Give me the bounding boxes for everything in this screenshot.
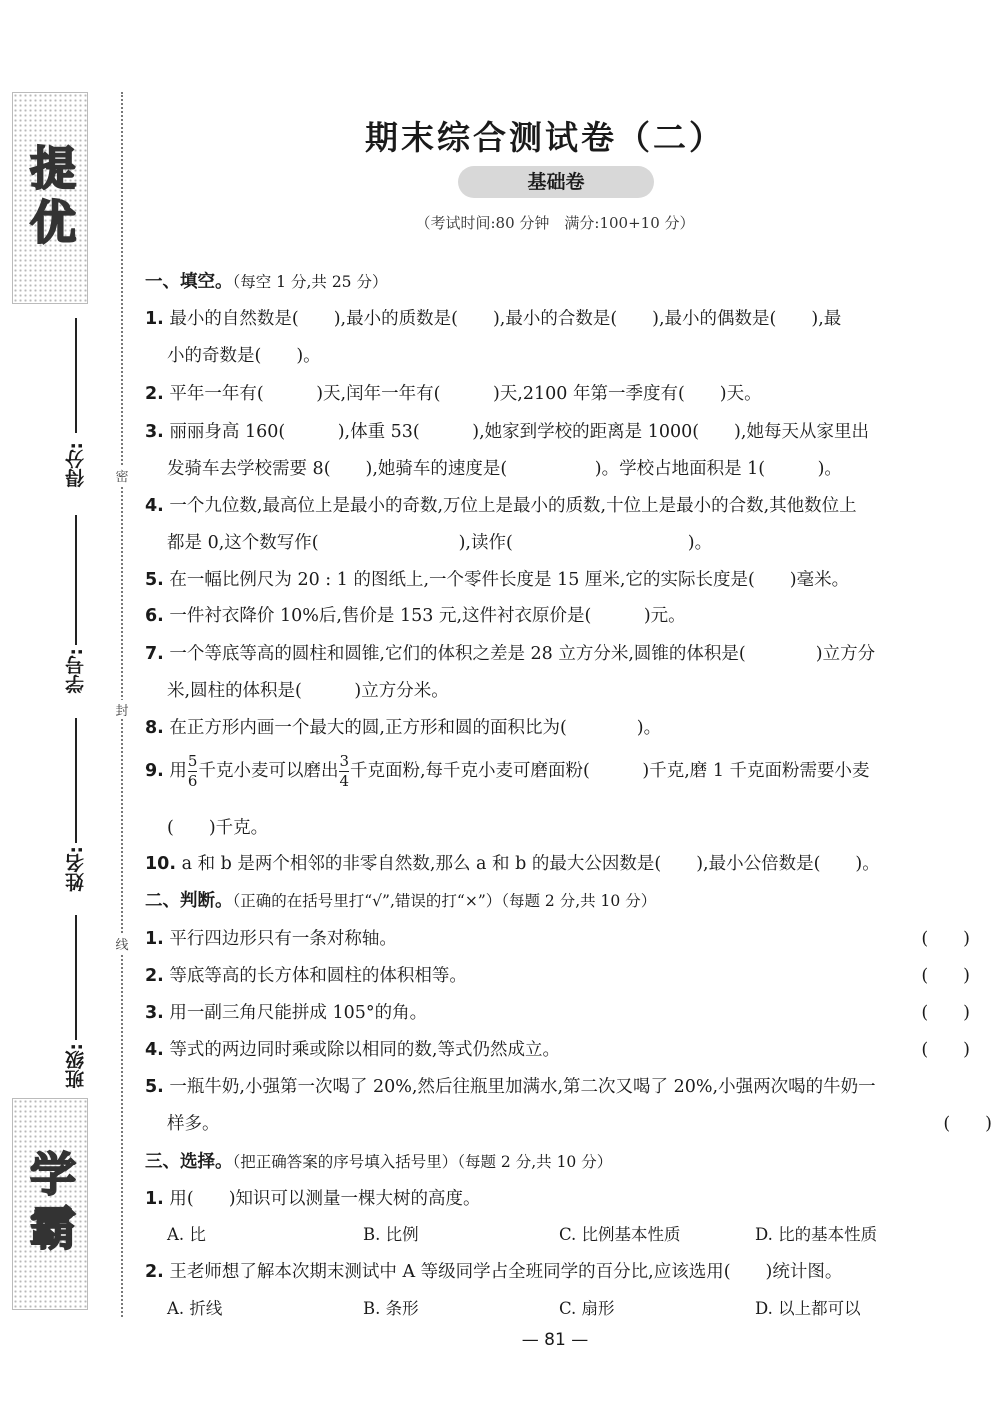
binding-margin bbox=[0, 0, 130, 1403]
choice-1-option-a: A. 比 bbox=[167, 1225, 206, 1244]
page-title: 期末综合测试卷（二） bbox=[365, 118, 725, 157]
score-line bbox=[75, 318, 77, 433]
score-field-label: 得分: bbox=[65, 442, 87, 488]
choice-1-option-c: C. 比例基本性质 bbox=[559, 1225, 681, 1244]
page-number: — 81 — bbox=[521, 1330, 589, 1350]
question-judge-3: 3. 用一副三角尺能拼成 105°的角。 ( ) bbox=[145, 999, 970, 1024]
question-fill-3-cont: 发骑车去学校需要 8( ),她骑车的速度是( )。学校占地面积是 1( )。 bbox=[167, 459, 842, 479]
question-fill-3: 3. 丽丽身高 160( ),体重 53( ),她家到学校的距离是 1000( ),她每天从家里出 bbox=[145, 422, 869, 442]
brand-logo-bottom: 学霸 bbox=[12, 1098, 88, 1310]
section-fill-heading: 一、填空。（每空 1 分,共 25 分） bbox=[145, 272, 388, 292]
student-id-field-label: 学号: bbox=[65, 648, 87, 694]
fraction-five-sixths: $\frac{5}{6}$ bbox=[187, 752, 198, 790]
choice-2-option-b: B. 条形 bbox=[363, 1299, 419, 1318]
name-line bbox=[75, 718, 77, 843]
question-judge-2: 2. 等底等高的长方体和圆柱的体积相等。 ( ) bbox=[145, 962, 970, 987]
question-fill-4: 4. 一个九位数,最高位上是最小的奇数,万位上是最小的质数,十位上是最小的合数,其他数位上 bbox=[145, 496, 857, 516]
question-fill-8: 8. 在正方形内画一个最大的圆,正方形和圆的面积比为( )。 bbox=[145, 718, 662, 738]
question-judge-5: 5. 一瓶牛奶,小强第一次喝了 20%,然后往瓶里加满水,第二次又喝了 20%,小强两次喝的牛奶一 bbox=[145, 1077, 876, 1097]
cut-char-xian: 线 bbox=[112, 934, 132, 953]
id-line bbox=[75, 515, 77, 645]
section-choice-heading: 三、选择。（把正确答案的序号填入括号里）（每题 2 分,共 10 分） bbox=[145, 1152, 613, 1172]
question-judge-5-cont: 样多。 ( ) bbox=[145, 1110, 992, 1135]
question-judge-1: 1. 平行四边形只有一条对称轴。 ( ) bbox=[145, 925, 970, 950]
answer-blank[interactable]: ( ) bbox=[921, 1040, 970, 1060]
question-judge-4: 4. 等式的两边同时乘或除以相同的数,等式仍然成立。 ( ) bbox=[145, 1036, 970, 1061]
choice-2-option-d: D. 以上都可以 bbox=[755, 1299, 861, 1318]
choice-2-option-c: C. 扇形 bbox=[559, 1299, 615, 1318]
question-fill-1: 1. 最小的自然数是( ),最小的质数是( ),最小的合数是( ),最小的偶数是( ),最 bbox=[145, 309, 842, 329]
answer-blank[interactable]: ( ) bbox=[921, 1003, 970, 1023]
question-fill-9: 9. 用 $\frac{5}{6}$ 千克小麦可以磨出 $\frac{3}{4}$ 千克面粉,每千克小麦可磨面粉( )千克,磨 1 千克面粉需要小麦 bbox=[145, 752, 870, 790]
cut-char-feng: 封 bbox=[112, 700, 132, 719]
answer-blank[interactable]: ( ) bbox=[943, 1114, 992, 1134]
question-fill-10: 10. a 和 b 是两个相邻的非零自然数,那么 a 和 b 的最大公因数是( ),最小公倍数是( )。 bbox=[145, 854, 880, 874]
answer-blank[interactable]: ( ) bbox=[921, 966, 970, 986]
question-choice-2: 2. 王老师想了解本次期末测试中 A 等级同学占全班同学的百分比,应该选用( )统计图。 bbox=[145, 1262, 843, 1282]
choice-1-option-d: D. 比的基本性质 bbox=[755, 1225, 878, 1244]
question-fill-6: 6. 一件衬衣降价 10%后,售价是 153 元,这件衬衣原价是( )元。 bbox=[145, 606, 686, 626]
choice-1-option-b: B. 比例 bbox=[363, 1225, 419, 1244]
question-fill-7: 7. 一个等底等高的圆柱和圆锥,它们的体积之差是 28 立方分米,圆锥的体积是( )立方分 bbox=[145, 644, 876, 664]
question-fill-4-cont: 都是 0,这个数写作( ),读作( )。 bbox=[167, 533, 713, 553]
question-fill-1-cont: 小的奇数是( )。 bbox=[167, 346, 321, 366]
question-fill-7-cont: 米,圆柱的体积是( )立方分米。 bbox=[167, 681, 449, 701]
class-line bbox=[75, 915, 77, 1040]
fraction-three-fourths: $\frac{3}{4}$ bbox=[339, 752, 349, 790]
question-fill-9-cont: ( )千克。 bbox=[167, 818, 269, 838]
section-judge-heading: 二、判断。（正确的在括号里打“√”,错误的打“×”）（每题 2 分,共 10 分） bbox=[145, 891, 657, 911]
question-fill-2: 2. 平年一年有( )天,闰年一年有( )天,2100 年第一季度有( )天。 bbox=[145, 384, 762, 404]
choice-2-option-a: A. 折线 bbox=[167, 1299, 223, 1318]
subtitle-badge: 基础卷 bbox=[458, 166, 654, 198]
name-field-label: 姓名: bbox=[65, 846, 87, 892]
brand-logo-top: 提优 bbox=[12, 92, 88, 304]
question-fill-5: 5. 在一幅比例尺为 20 : 1 的图纸上,一个零件长度是 15 厘米,它的实际长度是( )毫米。 bbox=[145, 570, 850, 590]
exam-info: （考试时间:80 分钟 满分:100+10 分） bbox=[415, 214, 695, 232]
class-field-label: 班级: bbox=[65, 1043, 87, 1089]
cut-char-mi: 密 bbox=[112, 466, 132, 485]
answer-blank[interactable]: ( ) bbox=[921, 929, 970, 949]
question-choice-1: 1. 用( )知识可以测量一棵大树的高度。 bbox=[145, 1189, 481, 1209]
